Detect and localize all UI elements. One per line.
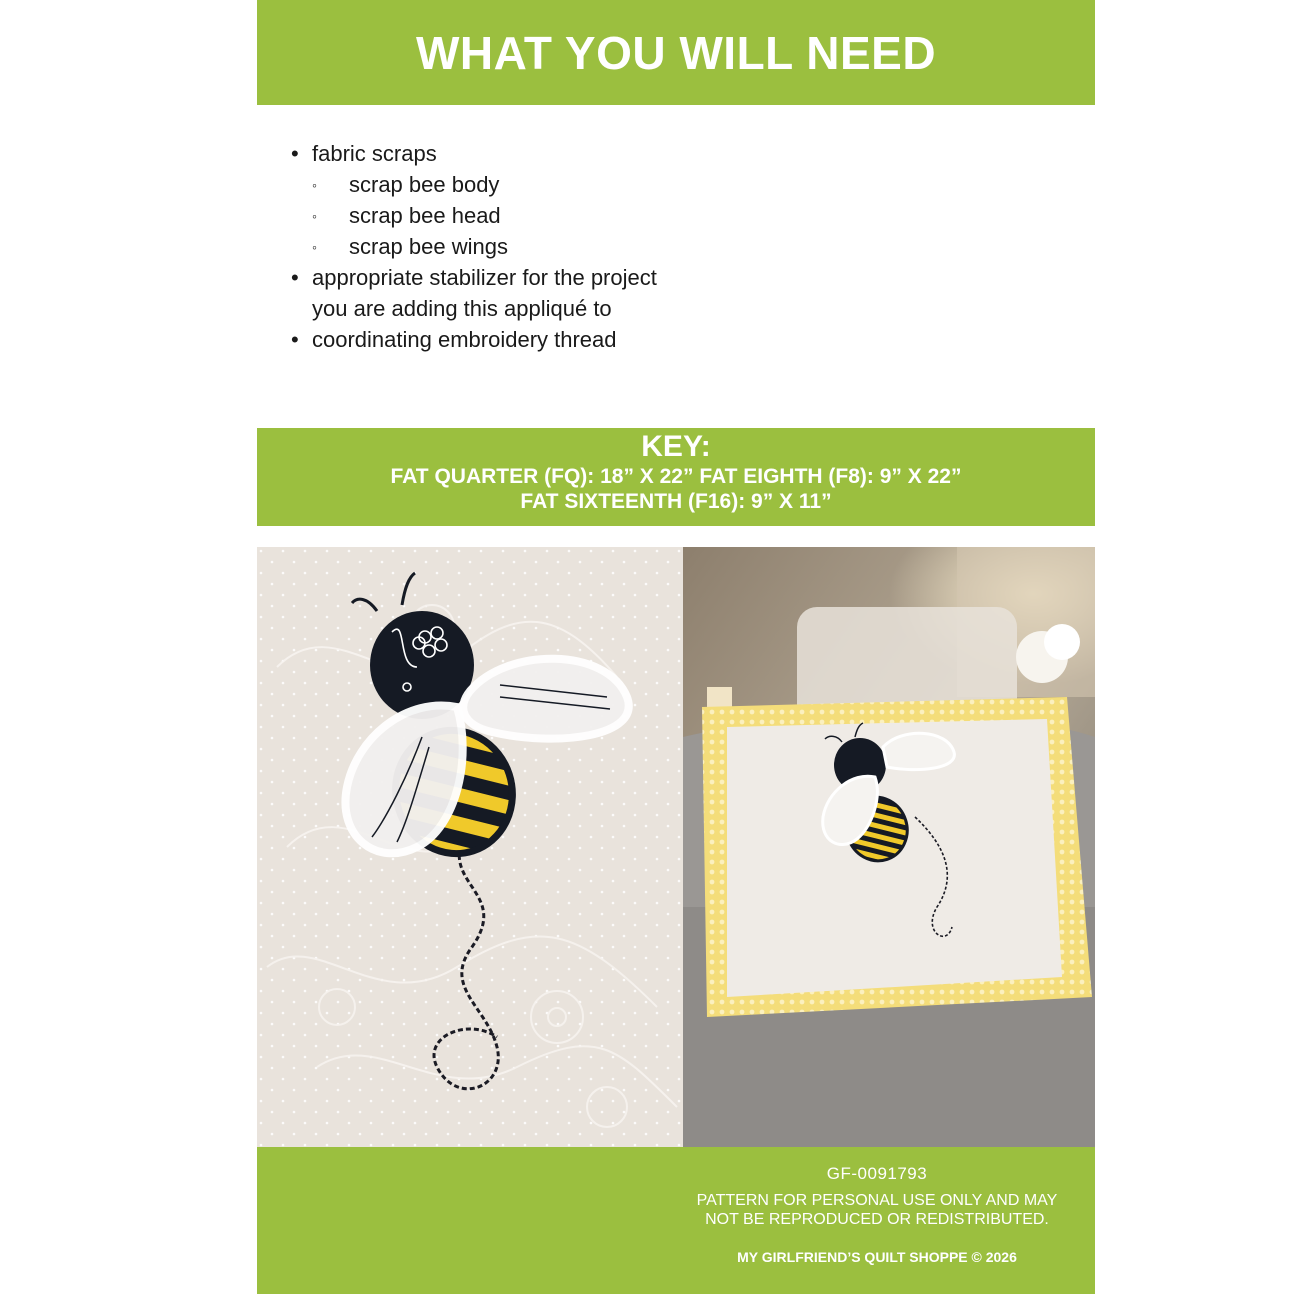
project-photos: [257, 547, 1095, 1147]
list-item: • appropriate stabilizer for the project: [291, 265, 657, 290]
key-line: FAT SIXTEENTH (F16): 9” X 11”: [520, 490, 832, 513]
list-item: ◦ scrap bee wings: [312, 234, 508, 259]
pillow-photo: [683, 547, 1095, 1147]
supplies-list: [291, 138, 891, 355]
key-banner: [257, 428, 1095, 526]
footer-banner: [257, 1147, 1095, 1294]
list-item: • coordinating embroidery thread: [291, 327, 617, 352]
list-item: you are adding this appliqué to: [312, 296, 612, 321]
copyright: MY GIRLFRIEND’S QUILT SHOPPE © 2026: [737, 1249, 1017, 1265]
key-title: KEY:: [641, 430, 711, 463]
usage-note: PATTERN FOR PERSONAL USE ONLY AND MAY NOT BE REPRODUCED OR REDISTRIBUTED.: [696, 1192, 1058, 1228]
pattern-sku: GF-0091793: [826, 1164, 928, 1183]
key-line: FAT QUARTER (FQ): 18” X 22” FAT EIGHTH (F8): 9” X 22”: [390, 465, 962, 488]
header-banner: [257, 0, 1095, 105]
pattern-page: [257, 0, 1095, 1294]
closeup-photo: [257, 547, 683, 1147]
list-item: • fabric scraps: [291, 141, 437, 166]
list-item: ◦ scrap bee body: [312, 172, 500, 197]
list-item: ◦ scrap bee head: [312, 203, 501, 228]
page-title: WHAT YOU WILL NEED: [415, 26, 937, 79]
